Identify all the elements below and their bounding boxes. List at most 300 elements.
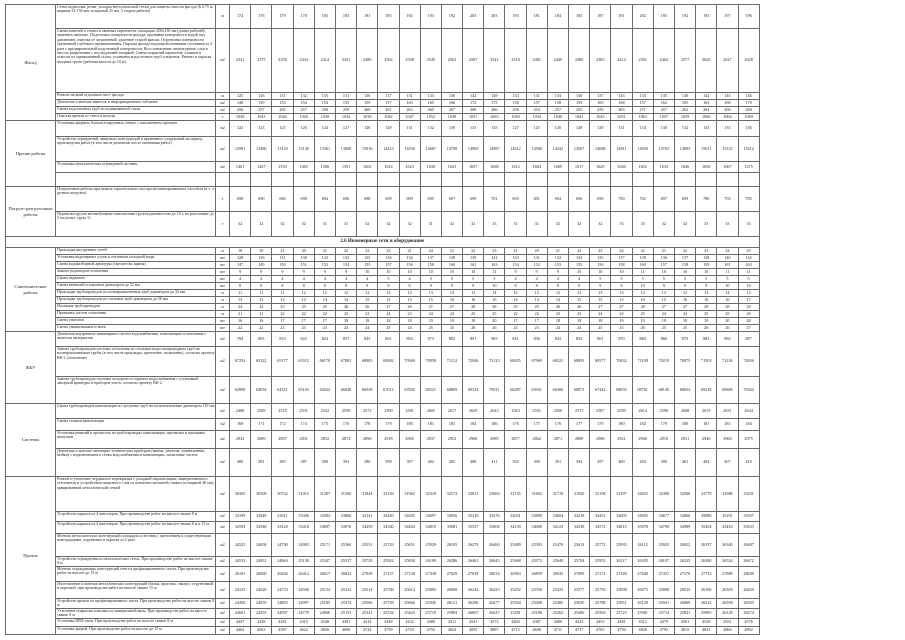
value-cell: 26128 [717, 609, 738, 619]
description-text: Перевозка грузов автомобилями-самосвалами грузоподъемностью до 10 т, на расстояние до 5 км (класс груза 1) [57, 212, 214, 221]
value-cell: 69682 [378, 347, 399, 377]
value-cell: 4 [505, 276, 526, 283]
value-cell: 179 [378, 419, 399, 431]
value-cell: 176 [547, 419, 568, 431]
value-cell: 1675 [738, 162, 759, 173]
value-cell: 2481 [526, 29, 547, 93]
value-cell: 24831 [251, 557, 272, 567]
value-cell: 24 [569, 325, 590, 332]
value-cell: 4447 [230, 619, 251, 627]
value-cell: 854 [399, 332, 420, 347]
value-cell: 27733 [696, 567, 717, 582]
table-row [6, 582, 760, 599]
unit-cell: т [216, 114, 230, 121]
value-cell: 30509 [251, 477, 272, 512]
value-cell: 193 [505, 5, 526, 29]
value-cell: 34815 [611, 522, 632, 534]
value-cell: 127 [505, 121, 526, 137]
table-row [6, 290, 760, 297]
table-row [6, 567, 760, 582]
category-cell: Прочие работы [6, 121, 56, 187]
value-cell: 2605 [420, 404, 441, 419]
value-cell: 26487 [738, 534, 759, 557]
table-row [6, 29, 760, 93]
value-cell: 271 [632, 107, 653, 114]
value-cell: 803 [251, 332, 272, 347]
value-cell: 132 [420, 121, 441, 137]
description-cell [56, 283, 216, 290]
value-cell: 142 [463, 93, 484, 100]
value-cell: 25343 [357, 609, 378, 619]
value-cell: 23 [696, 248, 717, 255]
table-row [6, 609, 760, 619]
value-cell: 15 [357, 297, 378, 304]
value-cell: 183 [314, 5, 335, 29]
value-cell: 257 [547, 107, 568, 114]
value-cell: 19 [251, 248, 272, 255]
description-text: Смена панелей и стекол в оконных переплетах площадью 200х150 мм (длина рабочей) заменить панелью. Подготовка поверхности фасада: промывка поверхности водой под давлением, очистка от загрязнений, удаление старой краски. Огрунтовка поверхности грунтовкой глубокого проникновения. Окраска фасада водоэмульсионными составами за 2 раза с предварительной подготовкой поверхности. Восстановление штукатурного слоя в местах разрушения с последующей затиркой. Смена покрытий парапетов, отливов и откосов из оцинкованной стали, установка водосточных труб и воронок. Ремонт и окраска входных групп (рабочая высота до 10 м). [57, 29, 213, 64]
value-cell: 25504 [505, 599, 526, 609]
value-cell: 2937 [420, 431, 441, 449]
value-cell: 2852 [314, 431, 335, 449]
value-cell: 202 [632, 5, 653, 29]
value-cell: 26206 [272, 567, 293, 582]
value-cell: 5 [590, 276, 611, 283]
value-cell: 8 [230, 283, 251, 290]
value-cell: 4 [526, 276, 547, 283]
value-cell: 861 [590, 332, 611, 347]
value-cell: 9 [357, 283, 378, 290]
value-cell: 171 [251, 419, 272, 431]
value-cell: 696 [569, 187, 590, 212]
value-cell: 2542 [314, 404, 335, 419]
value-cell: 184 [463, 419, 484, 431]
value-cell: 13 [674, 290, 695, 297]
value-cell [314, 173, 335, 187]
value-cell: 26505 [738, 599, 759, 609]
value-cell: 125 [526, 121, 547, 137]
document-page [5, 4, 760, 635]
value-cell: 135 [314, 93, 335, 100]
value-cell: 25898 [611, 582, 632, 599]
description-cell [56, 304, 216, 311]
table-row [6, 248, 760, 255]
value-cell: 31 [335, 212, 356, 237]
value-cell: 13130 [293, 137, 314, 162]
value-cell: 257 [293, 107, 314, 114]
value-cell: 24 [717, 248, 738, 255]
value-cell: 24455 [251, 609, 272, 619]
value-cell: 163 [738, 262, 759, 269]
value-cell: 2596 [653, 404, 674, 419]
value-cell: 15 [653, 297, 674, 304]
value-cell: 1060 [696, 114, 717, 121]
value-cell: 2509 [251, 404, 272, 419]
value-cell: 132 [547, 255, 568, 262]
value-cell: 2519 [272, 404, 293, 419]
value-cell: 24946 [293, 582, 314, 599]
value-cell: 32 [569, 212, 590, 237]
value-cell: 191 [611, 5, 632, 29]
value-cell: 35204 [696, 522, 717, 534]
description-cell [56, 332, 216, 347]
value-cell: 176 [335, 419, 356, 431]
value-cell: 1064 [717, 114, 738, 121]
description-cell [56, 599, 216, 609]
value-cell: 400 [611, 449, 632, 477]
value-cell: 25651 [399, 534, 420, 557]
value-cell: 166 [441, 100, 462, 107]
value-cell: 31719 [547, 477, 568, 512]
value-cell: 68035 [611, 377, 632, 404]
value-cell: 72656 [738, 347, 759, 377]
value-cell: 392 [505, 449, 526, 477]
value-cell: 32 [357, 212, 378, 237]
value-cell: 26 [399, 304, 420, 311]
value-cell: 178 [293, 5, 314, 29]
value-cell: 66040 [335, 377, 356, 404]
value-cell: 19 [653, 318, 674, 325]
table-row [6, 449, 760, 477]
value-cell: 26 [357, 304, 378, 311]
description-text: Установка дверей. При производстве работ на высоте до 15 м [57, 627, 162, 631]
value-cell: 25 [696, 311, 717, 318]
value-cell: 4711 [547, 627, 568, 635]
value-cell: 25935 [611, 534, 632, 557]
value-cell: 32948 [251, 522, 272, 534]
value-cell: 836 [526, 332, 547, 347]
value-cell: 25743 [378, 534, 399, 557]
value-cell: 26 [717, 325, 738, 332]
description-cell [56, 93, 216, 100]
value-cell: 26235 [674, 557, 695, 567]
unit-cell: м2 [216, 419, 230, 431]
value-cell: 131 [611, 121, 632, 137]
value-cell: 12 [547, 290, 568, 297]
value-cell: 28049 [738, 567, 759, 582]
value-cell: 257 [653, 107, 674, 114]
value-cell: 873 [420, 332, 441, 347]
value-cell: 2807 [272, 431, 293, 449]
value-cell: 35210 [463, 512, 484, 522]
value-cell: 4425 [569, 619, 590, 627]
value-cell: 2587 [590, 404, 611, 419]
value-cell: 183 [717, 419, 738, 431]
table-row [6, 162, 760, 173]
description-text: Устройство каркаса из 4 швеллеров. При производстве работ на высоте свыше 8 м и 15 м [57, 522, 209, 526]
value-cell: 158 [674, 262, 695, 269]
value-cell: 19 [463, 318, 484, 325]
category-cell: Фасад [6, 5, 56, 121]
value-cell: 155 [569, 262, 590, 269]
value-cell: 15 [420, 297, 441, 304]
value-cell: 261 [378, 107, 399, 114]
value-cell: 4462 [230, 627, 251, 635]
value-cell: 26 [738, 311, 759, 318]
value-cell: 27 [653, 304, 674, 311]
table-row [6, 419, 760, 431]
value-cell: 28 [696, 304, 717, 311]
description-text: Ремонт мелкий отдельных мест фасада [57, 93, 124, 97]
value-cell: 33697 [314, 522, 335, 534]
value-cell: 183 [441, 419, 462, 431]
table-row [6, 255, 760, 262]
value-cell: 24450 [230, 599, 251, 609]
value-cell: 9 [696, 283, 717, 290]
value-cell: 67012 [378, 377, 399, 404]
description-text: Устройство ограждений, защитных конструкций и временных сооружений на период производства работ (в том числе демонтаж после окончания работ) [57, 137, 203, 146]
value-cell: 124 [314, 121, 335, 137]
value-cell: 13480 [251, 137, 272, 162]
value-cell: 2906 [590, 431, 611, 449]
value-cell: 32158 [590, 477, 611, 512]
value-cell: 12 [505, 290, 526, 297]
value-cell: 2414 [611, 29, 632, 93]
value-cell: 4765 [590, 627, 611, 635]
value-cell: 14903 [463, 137, 484, 162]
description-text: Демонтаж и монтаж санитарно-технических приборов (ванны, унитазы, умывальники, мойки) с подключением к сетям водоснабжения и канализации, испытание систем [57, 449, 206, 458]
value-cell: 25323 [335, 582, 356, 599]
value-cell: 26067 [463, 609, 484, 619]
value-cell [463, 173, 484, 187]
value-cell: 25714 [653, 609, 674, 619]
value-cell: 32 [230, 212, 251, 237]
value-cell [251, 173, 272, 187]
value-cell: 5 [611, 276, 632, 283]
value-cell: 2590 [378, 404, 399, 419]
unit-cell [216, 173, 230, 187]
value-cell: 697 [441, 187, 462, 212]
value-cell: 146 [738, 93, 759, 100]
value-cell: 25443 [399, 609, 420, 619]
value-cell: 25 [293, 304, 314, 311]
value-cell: 25719 [420, 609, 441, 619]
value-cell: 31560 [335, 477, 356, 512]
value-cell: 33 [484, 212, 505, 237]
value-cell: 2531 [293, 404, 314, 419]
value-cell: 32 [272, 212, 293, 237]
value-cell: 9 [441, 283, 462, 290]
value-cell: 9 [293, 269, 314, 276]
value-cell: 12 [314, 290, 335, 297]
value-cell: 2889 [569, 431, 590, 449]
unit-cell: м2 [216, 557, 230, 567]
value-cell: 66538 [357, 377, 378, 404]
value-cell: 133 [505, 93, 526, 100]
value-cell: 870 [611, 332, 632, 347]
value-cell: 125 [272, 121, 293, 137]
value-cell: 32 [251, 212, 272, 237]
description-cell [56, 121, 216, 137]
value-cell: 22 [632, 248, 653, 255]
description-text: Смена водоразборной арматуры (смесители, краны) [57, 262, 146, 266]
value-cell: 16 [441, 297, 462, 304]
value-cell: 2871 [547, 431, 568, 449]
value-cell: 26068 [441, 582, 462, 599]
value-cell: 34451 [590, 512, 611, 522]
value-cell: 410 [738, 449, 759, 477]
table-row [6, 212, 760, 237]
value-cell: 25841 [674, 609, 695, 619]
value-cell: 28 [717, 304, 738, 311]
value-cell: 25356 [526, 582, 547, 599]
value-cell: 70011 [484, 377, 505, 404]
value-cell: 2918 [378, 431, 399, 449]
value-cell: 33418 [293, 522, 314, 534]
description-cell [56, 557, 216, 567]
value-cell: 259 [335, 107, 356, 114]
value-cell: 25 [272, 304, 293, 311]
value-cell: 134 [569, 255, 590, 262]
value-cell: 393 [335, 449, 356, 477]
unit-cell: т [216, 212, 230, 237]
value-cell: 265 [420, 107, 441, 114]
value-cell: 176 [251, 5, 272, 29]
value-cell: 4892 [738, 627, 759, 635]
value-cell: 68905 [357, 347, 378, 377]
value-cell: 480 [230, 449, 251, 477]
value-cell: 131 [335, 93, 356, 100]
category-cell: ЖБУ [6, 332, 56, 404]
value-cell: 33860 [335, 512, 356, 522]
value-cell: 4622 [293, 627, 314, 635]
table-row [6, 262, 760, 269]
value-cell: 26340 [717, 534, 738, 557]
value-cell: 1063 [632, 114, 653, 121]
value-cell: 24 [674, 311, 695, 318]
value-cell: 22 [293, 311, 314, 318]
value-cell: 31287 [314, 477, 335, 512]
value-cell: 138 [441, 255, 462, 262]
value-cell: 4563 [251, 627, 272, 635]
value-cell: 147 [230, 262, 251, 269]
value-cell: 34008 [526, 522, 547, 534]
value-cell: 397 [590, 449, 611, 477]
description-text: Смена задвижек [57, 276, 85, 280]
value-cell: 182 [632, 419, 653, 431]
description-cell [56, 567, 216, 582]
value-cell: 16 [632, 297, 653, 304]
description-cell [56, 534, 216, 557]
value-cell: 131 [399, 121, 420, 137]
value-cell: 25706 [378, 582, 399, 599]
value-cell: 4501 [674, 619, 695, 627]
table-body [6, 5, 760, 635]
value-cell: 134 [399, 255, 420, 262]
value-cell: 35604 [484, 522, 505, 534]
value-cell: 5 [378, 276, 399, 283]
table-row [6, 269, 760, 276]
value-cell: 32811 [463, 477, 484, 512]
value-cell: 2877 [505, 431, 526, 449]
unit-cell: шт [216, 325, 230, 332]
value-cell: 25 [653, 325, 674, 332]
value-cell: 2551 [526, 404, 547, 419]
value-cell: 407 [717, 449, 738, 477]
value-cell: 26643 [484, 557, 505, 567]
value-cell: 24 [335, 325, 356, 332]
value-cell: 4315 [293, 619, 314, 627]
description-text: Изоляция трубопроводов [57, 304, 100, 308]
value-cell: 133 [696, 121, 717, 137]
value-cell: 4404 [505, 619, 526, 627]
value-cell: 4815 [674, 627, 695, 635]
value-cell: 31602 [526, 477, 547, 512]
value-cell: 1646 [674, 162, 695, 173]
description-cell [56, 449, 216, 477]
value-cell: 26 [632, 325, 653, 332]
value-cell: 866 [653, 332, 674, 347]
value-cell: 23 [272, 325, 293, 332]
value-cell: 23 [399, 311, 420, 318]
unit-cell: шт [216, 276, 230, 283]
value-cell: 8 [547, 283, 568, 290]
value-cell: 32103 [378, 477, 399, 512]
value-cell: 9 [420, 283, 441, 290]
value-cell: 26 [463, 325, 484, 332]
value-cell: 159 [696, 262, 717, 269]
value-cell: 23 [335, 311, 356, 318]
value-cell: 2518 [505, 29, 526, 93]
value-cell: 255 [569, 107, 590, 114]
value-cell: 4 [272, 276, 293, 283]
value-cell: 177 [569, 419, 590, 431]
value-cell: 27818 [463, 567, 484, 582]
value-cell: 8 [335, 283, 356, 290]
value-cell: 2975 [738, 431, 759, 449]
value-cell: 5 [441, 276, 462, 283]
value-cell: 266 [484, 107, 505, 114]
value-cell: 21 [441, 248, 462, 255]
description-cell [56, 512, 216, 522]
value-cell: 15 [399, 297, 420, 304]
value-cell: 9 [569, 283, 590, 290]
value-cell: 1623 [399, 162, 420, 173]
table-row [6, 107, 760, 114]
value-cell: 2431 [335, 29, 356, 93]
value-cell: 35337 [463, 522, 484, 534]
description-cell [56, 114, 216, 121]
value-cell: 399 [653, 449, 674, 477]
table-row [6, 332, 760, 347]
value-cell: 405 [441, 449, 462, 477]
value-cell: 68654 [674, 377, 695, 404]
unit-cell: м2 [216, 404, 230, 419]
value-cell: 27 [420, 304, 441, 311]
value-cell: 68809 [441, 377, 462, 404]
value-cell: 181 [696, 419, 717, 431]
value-cell: 34540 [378, 522, 399, 534]
value-cell: 25577 [569, 582, 590, 599]
value-cell [569, 173, 590, 187]
description-cell [56, 522, 216, 534]
value-cell: 165 [590, 100, 611, 107]
table-row [6, 114, 760, 121]
value-cell: 33 [632, 212, 653, 237]
description-cell [56, 297, 216, 304]
table-row [6, 311, 760, 318]
value-cell: 178 [357, 419, 378, 431]
unit-cell: м2 [216, 121, 230, 137]
value-cell: 1047 [399, 114, 420, 121]
value-cell: 27 [738, 325, 759, 332]
unit-cell: м2 [216, 609, 230, 619]
value-cell: 4 [314, 276, 335, 283]
value-cell: 24620 [251, 582, 272, 599]
value-cell: 1629 [590, 162, 611, 173]
value-cell: 27 [378, 304, 399, 311]
description-cell [56, 627, 216, 635]
